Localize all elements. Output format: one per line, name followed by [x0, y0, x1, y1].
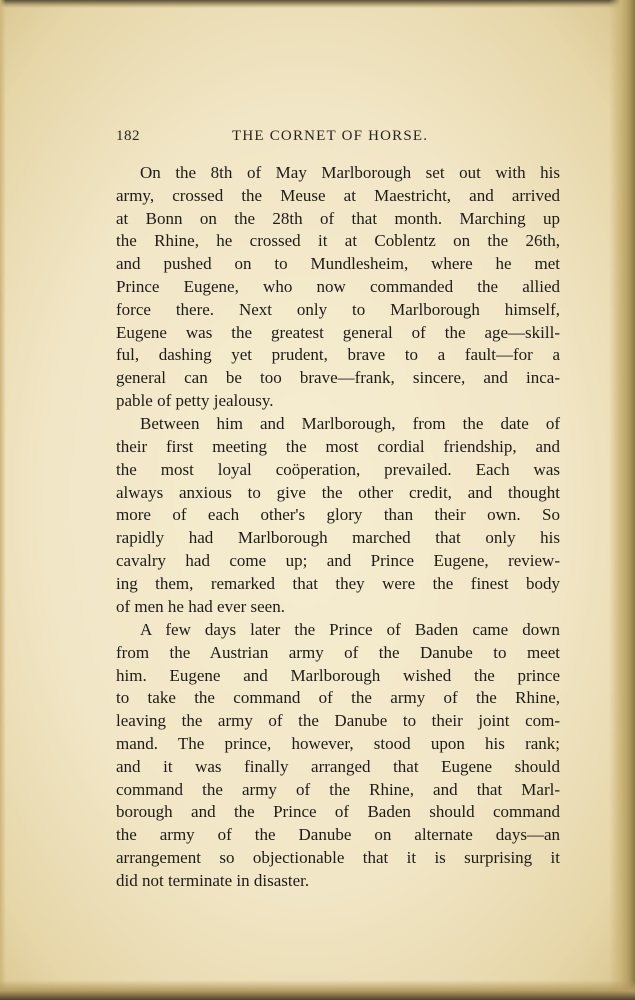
text-line: to take the command of the army of the Rhine,	[116, 688, 560, 708]
text-line: On the 8th of May Marlborough set out with his	[140, 163, 560, 182]
text-line: leaving the army of the Danube to their joint com-	[116, 711, 560, 731]
text-line: of men he had ever seen.	[116, 596, 285, 616]
text-line: general can be too brave—frank, sincere, and inca-	[116, 368, 560, 388]
paragraph	[116, 162, 560, 413]
text-line: borough and the Prince of Baden should command	[116, 802, 560, 822]
text-line: rapidly had Marlborough marched that only his	[116, 528, 560, 548]
running-title: THE CORNET OF HORSE.	[232, 128, 429, 144]
text-line: ing them, remarked that they were the finest body	[116, 573, 560, 593]
body-text	[116, 162, 560, 893]
text-line: their first meeting the most cordial friendship, and	[116, 437, 560, 457]
running-head	[116, 128, 560, 148]
text-line: more of each other's glory than their own. So	[116, 505, 560, 525]
text-line: ful, dashing yet prudent, brave to a fault—for a	[116, 345, 560, 365]
text-line: Between him and Marlborough, from the date of	[140, 414, 560, 434]
text-line: army, crossed the Meuse at Maestricht, and arrived	[116, 185, 560, 205]
text-line: arrangement so objectionable that it is surprising it	[116, 847, 560, 867]
text-line: A few days later the Prince of Baden came down	[140, 619, 560, 639]
text-line: him. Eugene and Marlborough wished the prince	[116, 665, 560, 685]
paragraph	[116, 413, 560, 618]
text-line: at Bonn on the 28th of that month. Marching up	[116, 208, 560, 228]
text-line: cavalry had come up; and Prince Eugene, review-	[116, 551, 560, 571]
page-top-edge	[0, 0, 635, 8]
text-line: Eugene was the greatest general of the age—skill-	[116, 322, 560, 342]
text-line: did not terminate in disaster.	[116, 870, 310, 890]
text-line: Prince Eugene, who now commanded the allied	[116, 276, 560, 296]
text-line: from the Austrian army of the Danube to meet	[116, 642, 560, 662]
text-line: the most loyal coöperation, prevailed. Each was	[116, 459, 560, 479]
page-left-edge	[0, 0, 6, 1000]
paragraph	[116, 619, 560, 893]
text-line: always anxious to give the other credit, and thought	[116, 482, 560, 502]
text-line: and pushed on to Mundlesheim, where he met	[116, 254, 560, 274]
text-line: force there. Next only to Marlborough himself,	[116, 299, 560, 319]
text-line: mand. The prince, however, stood upon his rank;	[116, 733, 560, 753]
text-line: the army of the Danube on alternate days—an	[116, 825, 560, 845]
text-line: and it was finally arranged that Eugene should	[116, 756, 560, 776]
text-line: the Rhine, he crossed it at Coblentz on the 26th,	[116, 231, 560, 251]
text-line: command the army of the Rhine, and that Marl-	[116, 779, 560, 799]
page-number: 182	[116, 128, 140, 144]
page-bottom-edge	[0, 980, 635, 1000]
page-right-edge	[609, 0, 635, 1000]
text-line: pable of petty jealousy.	[116, 390, 274, 410]
